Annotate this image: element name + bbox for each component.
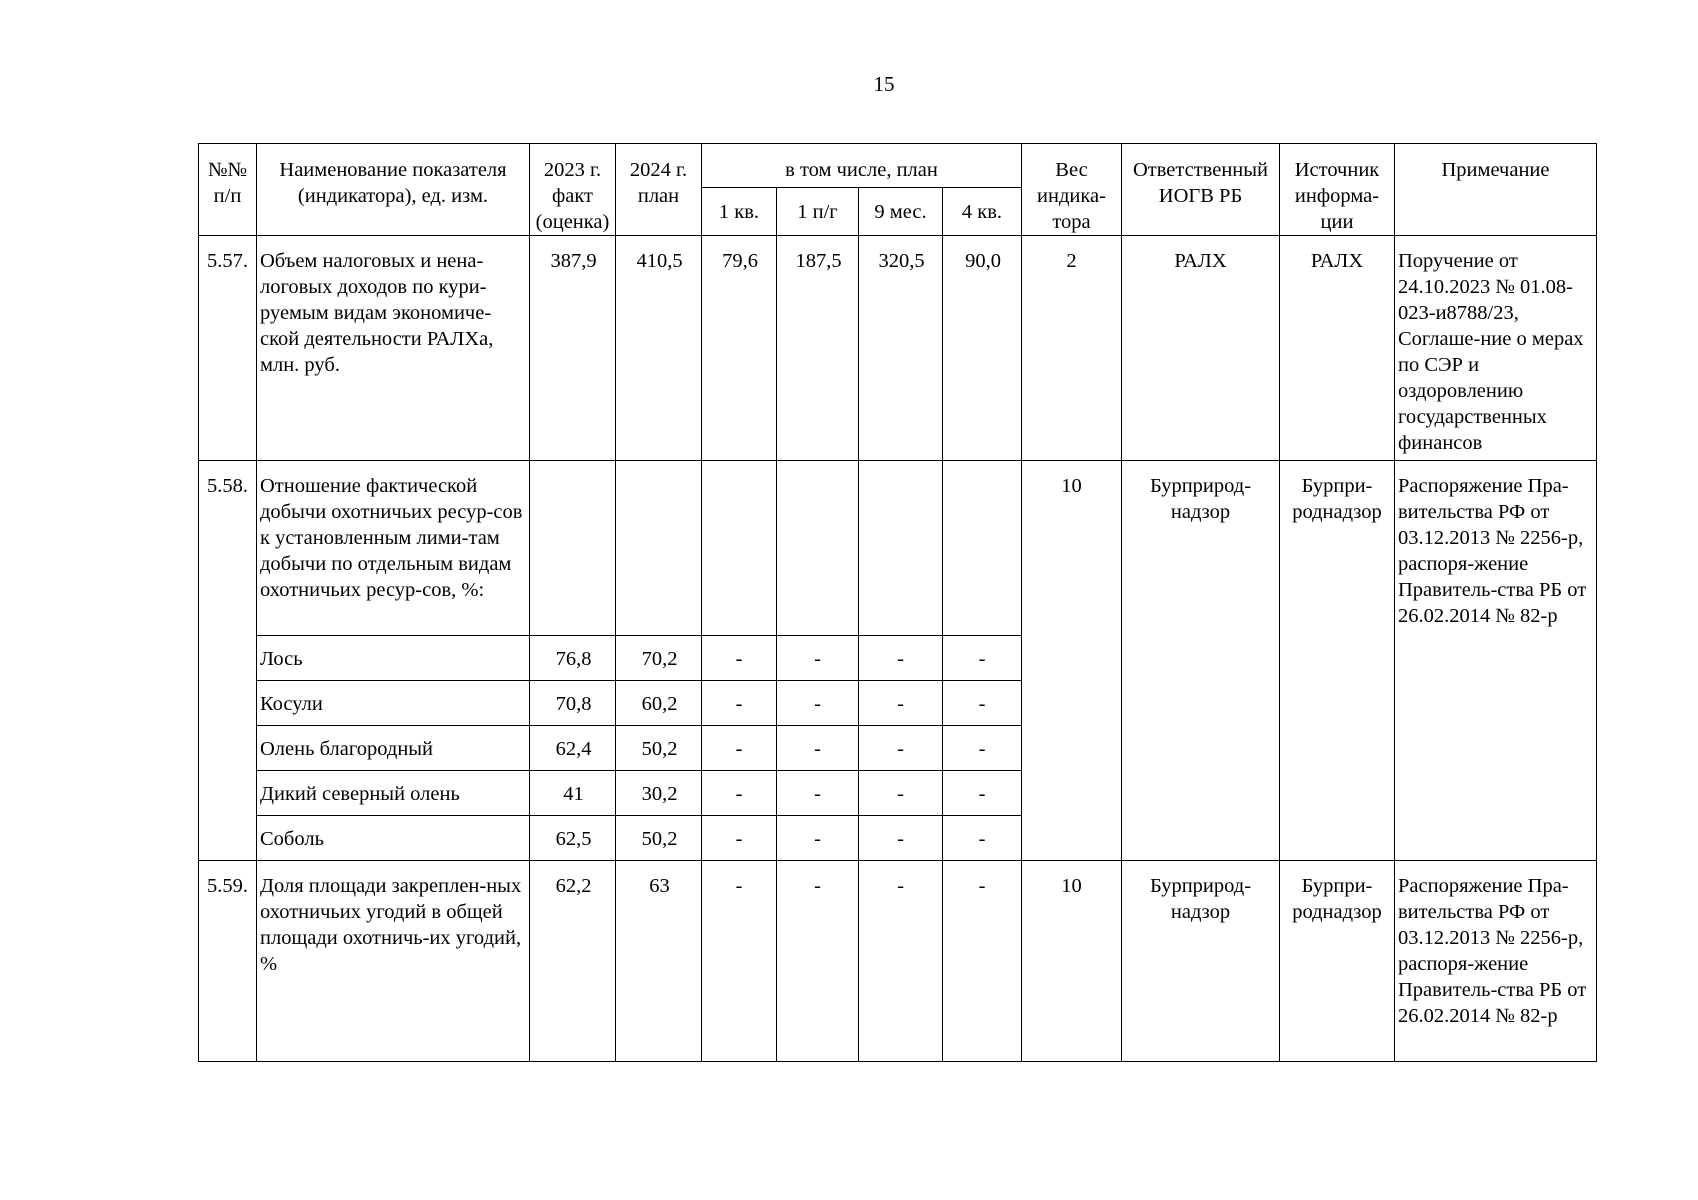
value-h1: -	[777, 771, 859, 816]
indicator-weight: 2	[1022, 236, 1122, 461]
value-q1: 79,6	[702, 236, 777, 461]
indicator-name: Объем налоговых и нена-логовых доходов по кури-руемым видам экономиче-ской деятельности РАЛХа, млн. руб.	[257, 236, 530, 461]
value-q4: -	[943, 636, 1022, 681]
value-2024	[616, 461, 702, 636]
value-q1: -	[702, 771, 777, 816]
header-responsible: Ответственный ИОГВ РБ	[1122, 144, 1280, 236]
value-q4: -	[943, 771, 1022, 816]
value-h1: -	[777, 726, 859, 771]
value-q4: -	[943, 726, 1022, 771]
note: Распоряжение Пра-вительства РФ от 03.12.2013 № 2256-р, распоря-жение Правитель-ства РБ от 26.02.2014 № 82-р	[1395, 861, 1597, 1062]
value-2023: 70,8	[530, 681, 616, 726]
value-9m: -	[859, 681, 943, 726]
note: Распоряжение Пра-вительства РФ от 03.12.2013 № 2256-р, распоря-жение Правитель-ства РБ от 26.02.2014 № 82-р	[1395, 461, 1597, 861]
header-2023: 2023 г. факт (оценка)	[530, 144, 616, 236]
species-name: Лось	[257, 636, 530, 681]
value-q1: -	[702, 681, 777, 726]
species-name: Косули	[257, 681, 530, 726]
value-2023: 41	[530, 771, 616, 816]
indicator-weight: 10	[1022, 461, 1122, 861]
header-weight: Вес индика-тора	[1022, 144, 1122, 236]
value-2023	[530, 461, 616, 636]
value-2024: 30,2	[616, 771, 702, 816]
value-2024: 70,2	[616, 636, 702, 681]
value-2024: 410,5	[616, 236, 702, 461]
page-number: 15	[873, 72, 895, 96]
value-9m: -	[859, 771, 943, 816]
value-9m	[859, 461, 943, 636]
value-q1: -	[702, 816, 777, 861]
value-9m: -	[859, 861, 943, 1062]
species-name: Олень благородный	[257, 726, 530, 771]
header-row	[199, 144, 1597, 188]
indicators-table	[198, 143, 1597, 1062]
value-h1: -	[777, 681, 859, 726]
species-name: Дикий северный олень	[257, 771, 530, 816]
header-source: Источник информа-ции	[1280, 144, 1395, 236]
value-2023: 62,4	[530, 726, 616, 771]
value-2023: 62,2	[530, 861, 616, 1062]
header-q1: 1 кв.	[702, 187, 777, 235]
value-2023: 76,8	[530, 636, 616, 681]
value-9m: -	[859, 726, 943, 771]
value-9m: -	[859, 636, 943, 681]
info-source: РАЛХ	[1280, 236, 1395, 461]
value-2024: 50,2	[616, 816, 702, 861]
value-q4: -	[943, 816, 1022, 861]
species-name: Соболь	[257, 816, 530, 861]
value-q4: -	[943, 681, 1022, 726]
indicator-weight: 10	[1022, 861, 1122, 1062]
row-number: 5.58.	[199, 461, 257, 861]
value-q1: -	[702, 636, 777, 681]
header-h1: 1 п/г	[777, 187, 859, 235]
value-q4	[943, 461, 1022, 636]
value-2023: 387,9	[530, 236, 616, 461]
header-2024: 2024 г. план	[616, 144, 702, 236]
row-number: 5.59.	[199, 861, 257, 1062]
value-q4: -	[943, 861, 1022, 1062]
value-q1: -	[702, 726, 777, 771]
responsible-agency: Бурприрод-надзор	[1122, 461, 1280, 861]
header-9m: 9 мес.	[859, 187, 943, 235]
value-h1: -	[777, 816, 859, 861]
value-9m: 320,5	[859, 236, 943, 461]
indicator-name: Отношение фактической добычи охотничьих ресур-сов к установленным лими-там добычи по отдельным видам охотничьих ресур-сов, %:	[257, 461, 530, 636]
responsible-agency: РАЛХ	[1122, 236, 1280, 461]
value-q1: -	[702, 861, 777, 1062]
header-including-plan: в том числе, план	[702, 144, 1022, 188]
responsible-agency: Бурприрод-надзор	[1122, 861, 1280, 1062]
value-h1: -	[777, 861, 859, 1062]
value-2024: 63	[616, 861, 702, 1062]
row-number: 5.57.	[199, 236, 257, 461]
value-h1: 187,5	[777, 236, 859, 461]
table-row	[199, 861, 1597, 1062]
value-2023: 62,5	[530, 816, 616, 861]
value-h1	[777, 461, 859, 636]
value-9m: -	[859, 816, 943, 861]
value-h1: -	[777, 636, 859, 681]
header-name: Наименование показателя (индикатора), ед. изм.	[257, 144, 530, 236]
indicator-name: Доля площади закреплен-ных охотничьих угодий в общей площади охотничь-их угодий, %	[257, 861, 530, 1062]
table-row	[199, 236, 1597, 461]
value-q4: 90,0	[943, 236, 1022, 461]
value-q1	[702, 461, 777, 636]
header-note: Примечание	[1395, 144, 1597, 236]
table-row	[199, 461, 1597, 636]
info-source: Бурпри-роднадзор	[1280, 861, 1395, 1062]
info-source: Бурпри-роднадзор	[1280, 461, 1395, 861]
header-q4: 4 кв.	[943, 187, 1022, 235]
value-2024: 60,2	[616, 681, 702, 726]
header-num: №№ п/п	[199, 144, 257, 236]
note: Поручение от 24.10.2023 № 01.08-023-и8788/23, Соглаше-ние о мерах по СЭР и оздоровлению государственных финансов	[1395, 236, 1597, 461]
value-2024: 50,2	[616, 726, 702, 771]
